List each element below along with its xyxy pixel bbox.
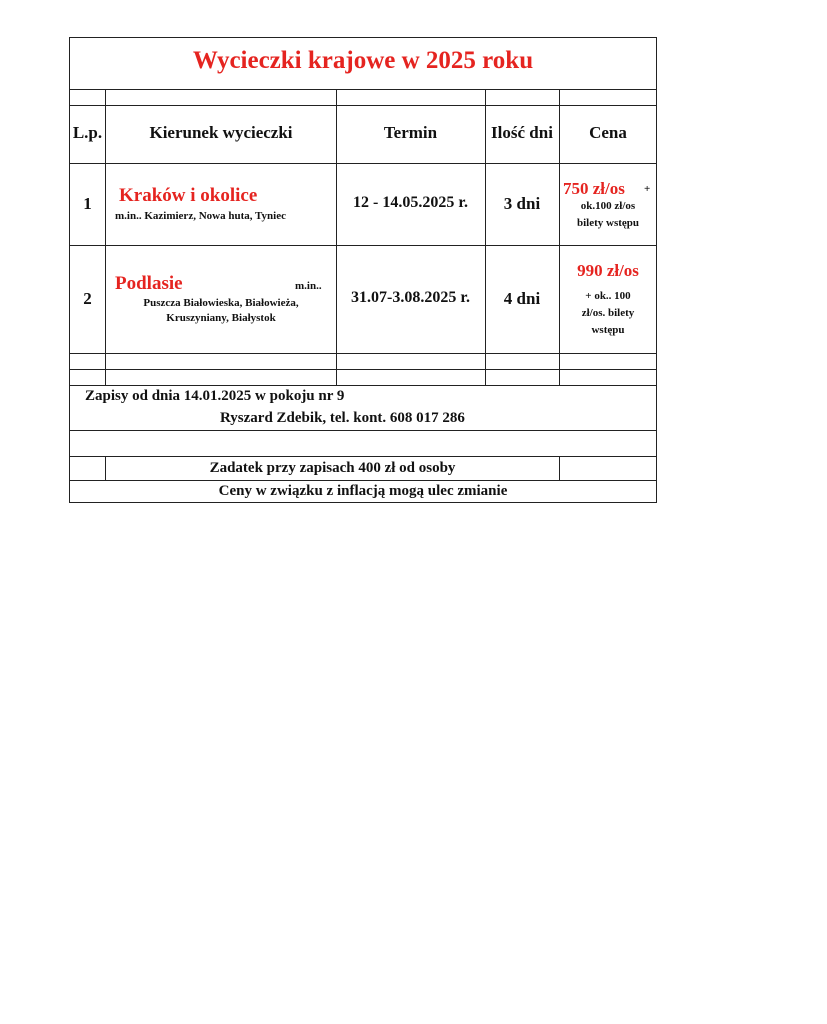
header-kierunek: Kierunek wycieczki	[149, 123, 293, 142]
grid-line	[69, 245, 657, 246]
trip-1-name: Kraków i okolice	[119, 185, 258, 206]
trip-2-termin: 31.07-3.08.2025 r.	[351, 289, 470, 306]
grid-line	[69, 105, 657, 106]
grid-line	[559, 456, 560, 480]
trip-1-termin: 12 - 14.05.2025 r.	[353, 194, 468, 211]
grid-line	[69, 89, 657, 90]
trip-2-price: 990 zł/os	[577, 261, 639, 280]
grid-line	[69, 163, 657, 164]
header-lp: L.p.	[72, 123, 103, 142]
trip-2-details-2: Kruszyniany, Białystok	[166, 312, 276, 324]
grid-line	[69, 353, 657, 354]
trip-1-price-extra-1: ok.100 zł/os	[580, 200, 636, 212]
header-termin: Termin	[383, 123, 438, 142]
grid-line	[69, 430, 657, 431]
trip-1-lp: 1	[83, 194, 92, 213]
grid-line	[69, 369, 657, 370]
grid-line	[69, 480, 657, 481]
trip-1-price-plus: +	[644, 183, 651, 195]
grid-line	[69, 385, 657, 386]
trip-2-price-extra-1: + ok.. 100	[585, 290, 631, 302]
trip-2-price-extra-3: wstępu	[591, 324, 625, 336]
deposit-note: Zadatek przy zapisach 400 zł od osoby	[209, 460, 456, 476]
trip-2-details-prefix: m.in..	[295, 280, 322, 292]
page-title: Wycieczki krajowe w 2025 roku	[192, 47, 534, 74]
header-ilosc-dni: Ilość dni	[491, 123, 553, 142]
trips-table	[69, 37, 657, 503]
trip-2-details-1: Puszcza Białowieska, Białowieża,	[143, 297, 299, 309]
inflation-note: Ceny w związku z inflacją mogą ulec zmianie	[218, 483, 508, 499]
trip-1-details: m.in.. Kazimierz, Nowa huta, Tyniec	[115, 210, 286, 222]
trip-2-name: Podlasie	[115, 273, 183, 294]
header-cena: Cena	[589, 123, 627, 142]
trip-2-price-extra-2: zł/os. bilety	[581, 307, 635, 319]
trip-1-price-extra-2: bilety wstępu	[576, 217, 640, 229]
trip-2-days: 4 dni	[503, 289, 541, 308]
trip-2-lp: 2	[83, 289, 92, 308]
grid-line	[69, 456, 657, 457]
signup-line-2: Ryszard Zdebik, tel. kont. 608 017 286	[220, 410, 465, 426]
trip-1-price: 750 zł/os	[563, 179, 625, 198]
signup-line-1: Zapisy od dnia 14.01.2025 w pokoju nr 9	[85, 388, 345, 404]
trip-1-days: 3 dni	[503, 194, 541, 213]
